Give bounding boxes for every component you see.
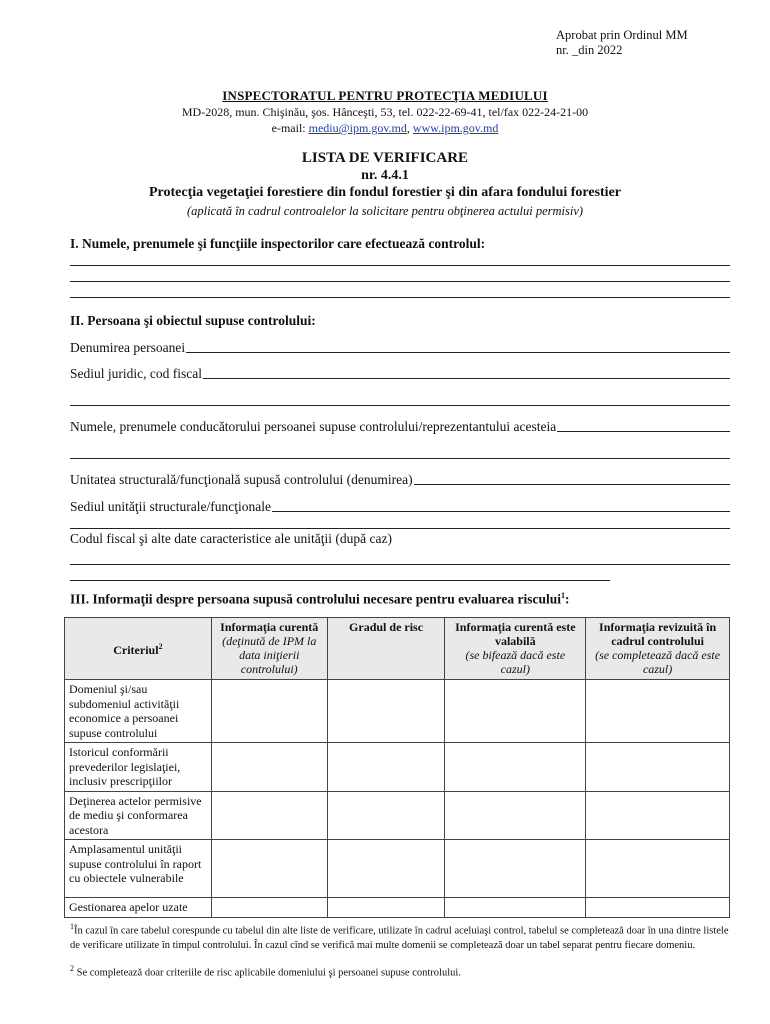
revised-info-cell[interactable]: [586, 743, 730, 792]
organization-address: MD-2028, mun. Chişinău, şos. Hânceşti, 53, tel. 022-22-69-41, tel/fax 022-24-21-00: [181, 105, 589, 119]
footnote-2-mark: 2: [70, 964, 74, 973]
current-info-cell[interactable]: [211, 898, 327, 918]
inspector-line-1[interactable]: [70, 265, 730, 266]
organization-name: INSPECTORATUL PENTRU PROTECŢIA MEDIULUI: [222, 88, 548, 103]
footnote-2: [70, 962, 732, 981]
risk-level-cell[interactable]: [327, 680, 445, 743]
contact-separator: ,: [406, 121, 413, 135]
table-row: [65, 898, 730, 918]
current-info-cell[interactable]: [211, 680, 327, 743]
valid-check-cell[interactable]: [445, 898, 586, 918]
header-current-info-note: (deţinută de IPM la data iniţierii controlului): [222, 634, 317, 676]
revised-info-cell[interactable]: [586, 680, 730, 743]
header-risk-level: [327, 618, 445, 680]
field-manager-name-blank[interactable]: [557, 431, 730, 432]
section-3-heading: [70, 591, 570, 608]
header-info-valid-text: Informaţia curentă este valabilă: [455, 620, 576, 648]
table-row: [65, 840, 730, 898]
document-subject: Protecţia vegetaţiei forestiere din fondul forestier şi din afara fondului forestier: [148, 185, 622, 200]
field-unit-seat-label: Sediul unităţii structurale/funcţionale: [70, 499, 271, 514]
criteria-cell: Amplasamentul unităţii supuse controlului în raport cu obiectele vulnerabile: [65, 840, 212, 898]
header-revised-info: [586, 618, 730, 680]
organization-contact: [40, 121, 730, 136]
criteria-cell: Istoricul conformării prevederilor legislaţiei, inclusiv prescripţiilor: [65, 743, 212, 792]
header-current-info: [211, 618, 327, 680]
section-3-heading-end: :: [565, 591, 570, 607]
header-info-valid-note: (se bifează dacă este cazul): [465, 648, 566, 676]
table-row: [65, 791, 730, 840]
header-current-info-text: Informaţia curentă: [220, 620, 319, 634]
risk-level-cell[interactable]: [327, 840, 445, 898]
header-risk-level-text: Gradul de risc: [349, 620, 424, 634]
revised-info-cell[interactable]: [586, 898, 730, 918]
document-scope: (aplicată în cadrul controalelor la solicitare pentru obţinerea actului permisiv): [186, 204, 584, 218]
criteria-cell: Domeniul şi/sau subdomeniul activităţii economice a persoanei supuse controlului: [65, 680, 212, 743]
header-revised-info-text: Informaţia revizuită în cadrul controlului: [599, 620, 717, 648]
field-entity-name-label: Denumirea persoanei: [70, 340, 186, 355]
revised-info-cell[interactable]: [586, 791, 730, 840]
field-legal-seat-blank[interactable]: [203, 378, 730, 379]
criteria-cell: Gestionarea apelor uzate: [65, 898, 212, 918]
manager-extra-line[interactable]: [70, 458, 730, 459]
field-manager-name[interactable]: [70, 417, 730, 435]
risk-level-cell[interactable]: [327, 791, 445, 840]
valid-check-cell[interactable]: [445, 791, 586, 840]
risk-level-cell[interactable]: [327, 898, 445, 918]
email-link[interactable]: mediu@ipm.gov.md: [308, 121, 407, 135]
valid-check-cell[interactable]: [445, 743, 586, 792]
approval-note: [556, 28, 688, 58]
field-legal-seat-label: Sediul juridic, cod fiscal: [70, 366, 202, 381]
table-row: [65, 680, 730, 743]
field-entity-name-blank[interactable]: [186, 352, 730, 353]
risk-level-cell[interactable]: [327, 743, 445, 792]
field-structural-unit[interactable]: [70, 470, 730, 488]
field-unit-seat-blank[interactable]: [272, 511, 730, 512]
field-unit-seat[interactable]: [70, 497, 730, 515]
document-title: LISTA DE VERIFICARE: [301, 150, 469, 166]
field-legal-seat[interactable]: [70, 364, 730, 382]
approval-line-2: nr. _din 2022: [556, 43, 623, 57]
risk-criteria-table: [64, 617, 730, 918]
revised-info-cell[interactable]: [586, 840, 730, 898]
header-criteria: [65, 618, 212, 680]
footnote-ref-1: 1: [561, 591, 566, 600]
field-unit-fiscal-label: Codul fiscal şi alte date caracteristice ale unităţii (după caz): [70, 531, 392, 546]
field-manager-name-label: Numele, prenumele conducătorului persoanei supuse controlului/reprezentantului acesteia: [70, 419, 557, 434]
unit-seat-extra-line[interactable]: [70, 528, 730, 529]
section-1-heading: I. Numele, prenumele şi funcţiile inspectorilor care efectuează controlul:: [70, 236, 486, 251]
footnote-1-text: În cazul în care tabelul corespunde cu tabelul din alte liste de verificare, utilizate în cadrul aceluiaşi control, tabelul se completează doar în una dintre listele de verificare utilizate în timpul controlului. În cazul cînd se verifică mai multe domenii se completează doar un tabel separat pentru fiecare domeniu.: [70, 925, 729, 951]
approval-line-1: Aprobat prin Ordinul MM: [556, 28, 688, 42]
footnote-1-mark: 1: [70, 922, 74, 931]
criteria-cell: Deţinerea actelor permisive de mediu şi conformarea acestora: [65, 791, 212, 840]
field-structural-unit-label: Unitatea structurală/funcţională supusă controlului (denumirea): [70, 472, 413, 487]
field-structural-unit-blank[interactable]: [414, 484, 730, 485]
header-revised-info-note: (se completează dacă este cazul): [595, 648, 721, 676]
website-link[interactable]: www.ipm.gov.md: [412, 121, 499, 135]
unit-fiscal-line-2[interactable]: [70, 580, 610, 581]
current-info-cell[interactable]: [211, 840, 327, 898]
current-info-cell[interactable]: [211, 743, 327, 792]
footnote-1: [70, 920, 732, 953]
email-label: e-mail:: [271, 121, 309, 135]
footnote-2-text: Se completează doar criteriile de risc aplicabile domeniului şi persoanei supuse controlului.: [74, 967, 461, 979]
field-entity-name[interactable]: [70, 338, 730, 356]
section-3-heading-text: III. Informaţii despre persoana supusă controlului necesare pentru evaluarea riscului: [70, 591, 562, 607]
document-number: nr. 4.4.1: [361, 168, 409, 183]
valid-check-cell[interactable]: [445, 680, 586, 743]
legal-seat-extra-line[interactable]: [70, 405, 730, 406]
header-info-valid: [445, 618, 586, 680]
inspector-line-2[interactable]: [70, 281, 730, 282]
header-criteria-text: Criteriul: [113, 643, 159, 657]
section-2-heading: II. Persoana şi obiectul supuse controlului:: [70, 313, 316, 328]
table-row: [65, 743, 730, 792]
unit-fiscal-line-1[interactable]: [70, 564, 730, 565]
valid-check-cell[interactable]: [445, 840, 586, 898]
inspector-line-3[interactable]: [70, 297, 730, 298]
footnote-ref-2: 2: [158, 642, 163, 651]
current-info-cell[interactable]: [211, 791, 327, 840]
